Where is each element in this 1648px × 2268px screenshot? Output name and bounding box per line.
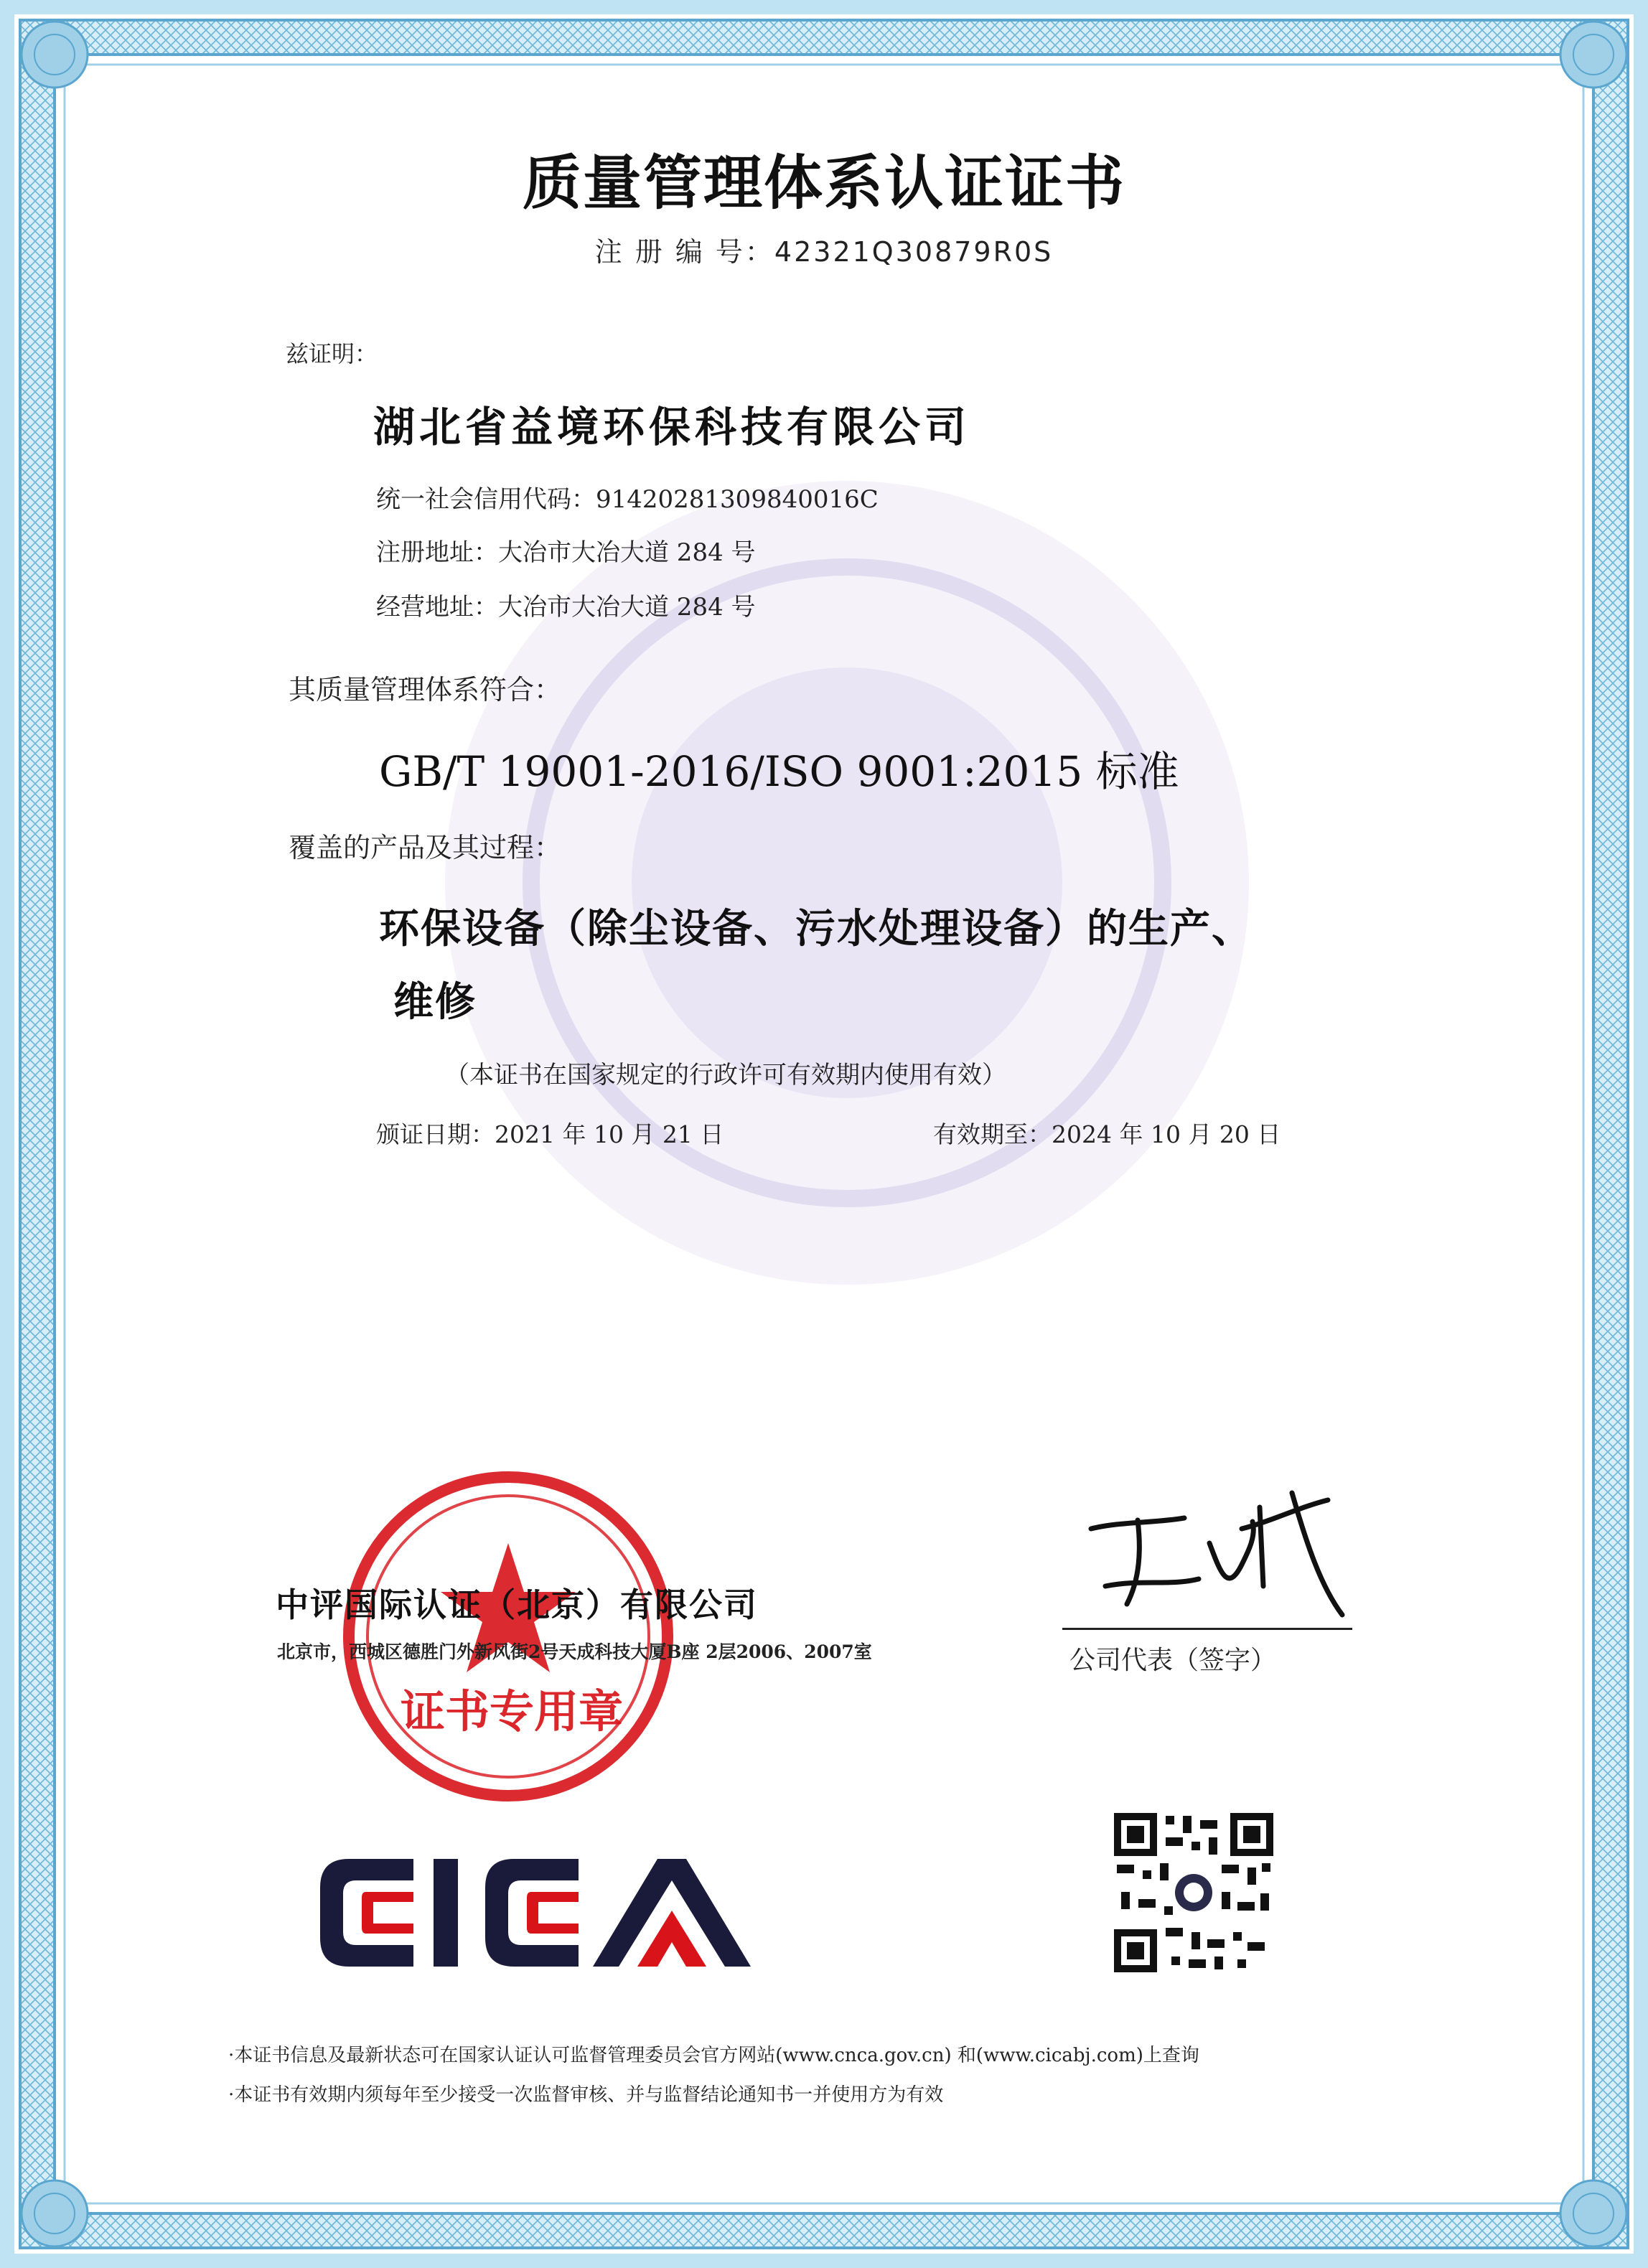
standard-text: GB/T 19001-2016/ISO 9001:2015 标准	[379, 747, 1179, 796]
credit-code-line	[376, 479, 879, 515]
issue-date: 2021 年 10 月 21 日	[495, 1120, 724, 1148]
conformity-label: 其质量管理体系符合：	[289, 674, 562, 706]
business-address: 大冶市大冶大道 284 号	[498, 593, 756, 622]
issue-date-label: 颁证日期：	[376, 1120, 495, 1148]
expiry-date: 2024 年 10 月 20 日	[1052, 1120, 1281, 1148]
handwritten-signature	[1077, 1479, 1349, 1629]
scope-line-2: 维修	[393, 978, 477, 1026]
qr-code[interactable]	[1114, 1813, 1273, 1972]
signature-line	[1062, 1628, 1352, 1630]
credit-code-label: 统一社会信用代码：	[376, 485, 596, 514]
registered-address-label: 注册地址：	[376, 538, 498, 567]
validity-note: （本证书在国家规定的行政许可有效期内使用有效）	[445, 1061, 1006, 1090]
seal-text: 证书专用章	[400, 1685, 623, 1738]
footer-note-2: ·本证书有效期内须每年至少接受一次监督审核、并与监督结论通知书一并使用方为有效	[228, 2084, 944, 2106]
business-address-line	[376, 587, 756, 622]
scope-label: 覆盖的产品及其过程：	[289, 832, 562, 863]
footer-note-1: ·本证书信息及最新状态可在国家认证认可监督管理委员会官方网站(www.cnca.gov.cn) 和(www.cicabj.com)上查询	[228, 2045, 1199, 2066]
business-address-label: 经营地址：	[376, 593, 498, 622]
issuer-address: 北京市，西城区德胜门外新风街2号天成科技大厦B座 2层2006、2007室	[277, 1641, 872, 1662]
expiry-date-label: 有效期至：	[933, 1120, 1052, 1148]
registration-number: 42321Q30879R0S	[774, 236, 1054, 268]
expiry-date-line	[933, 1116, 1281, 1150]
registration-label: 注 册 编 号：	[594, 236, 774, 268]
cica-logo	[306, 1845, 765, 1981]
certify-label: 兹证明：	[286, 340, 378, 367]
registered-address-line	[376, 533, 756, 568]
certificate-title: 质量管理体系认证证书	[522, 149, 1125, 217]
signature-label: 公司代表（签字）	[1069, 1646, 1277, 1675]
company-name: 湖北省益境环保科技有限公司	[373, 403, 971, 451]
registered-address: 大冶市大冶大道 284 号	[498, 538, 756, 567]
issuer-name: 中评国际认证（北京）有限公司	[276, 1585, 758, 1624]
credit-code: 91420281309840016C	[596, 485, 879, 514]
scope-line-1: 环保设备（除尘设备、污水处理设备）的生产、	[379, 905, 1253, 952]
official-seal	[336, 1464, 680, 1809]
issue-date-line	[376, 1116, 724, 1150]
registration-number-line	[0, 230, 1648, 269]
